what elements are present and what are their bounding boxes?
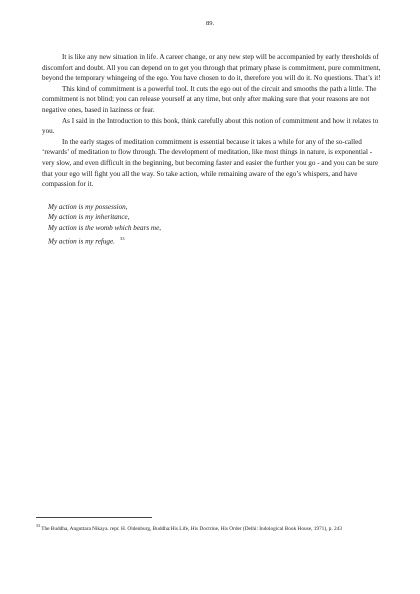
verse-line: My action is my possession, <box>48 202 128 211</box>
verse-line: My action is the womb which bears me, <box>48 223 162 232</box>
body-text <box>42 52 382 246</box>
footnote <box>36 521 386 534</box>
verse-quote <box>48 202 382 247</box>
verse-line-text: My action is my refuge. <box>48 236 115 245</box>
paragraph: As I said in the Introduction to this book, think carefully about this notion of commitment and how it relates to you. <box>42 116 379 136</box>
footnote-divider <box>36 517 152 518</box>
footnote-marker: 33 <box>36 523 40 528</box>
verse-line: My action is my inheritance, <box>48 213 130 222</box>
paragraph: It is like any new situation in life. A career change, or any new step will be accompanied by early thresholds of discomfort and doubt. All you can depend on to get you through that primary phase is commitment, pure commitment, beyond the temporary whingeing of the ego. You have chosen to do it, therefore you will do it. No questions. That’s it! <box>42 53 381 83</box>
verse-line-last <box>48 234 382 247</box>
footnote-reference[interactable]: 33 <box>119 235 125 241</box>
paragraph: In the early stages of meditation commitment is essential because it takes a while for any of the so-called ‘rewards’ of meditation to flow through. The development of meditation, like most things in nature, is exponential - very slow, and even difficult in the beginning, but becoming faster and easier the further you go - and you can be sure that your ego will fight you all the way. So take action, while remaining aware of the ego’s whispers, and have compassion for it. <box>42 137 379 189</box>
footnote-text: The Buddha, Anguttara Nikaya. repr. H. Oldenburg, Buddha:His Life, His Doctrine, His Order (Delhi: Indological Book House, 1971), p. 243 <box>41 525 342 532</box>
page-number: 89. <box>205 20 215 27</box>
paragraph: This kind of commitment is a powerful tool. It cuts the ego out of the circuit and smooths the path a little. The commitment is not blind; you can release yourself at any time, but only after making sure that your reasons are not negative ones, based in laziness or fear. <box>42 84 377 114</box>
